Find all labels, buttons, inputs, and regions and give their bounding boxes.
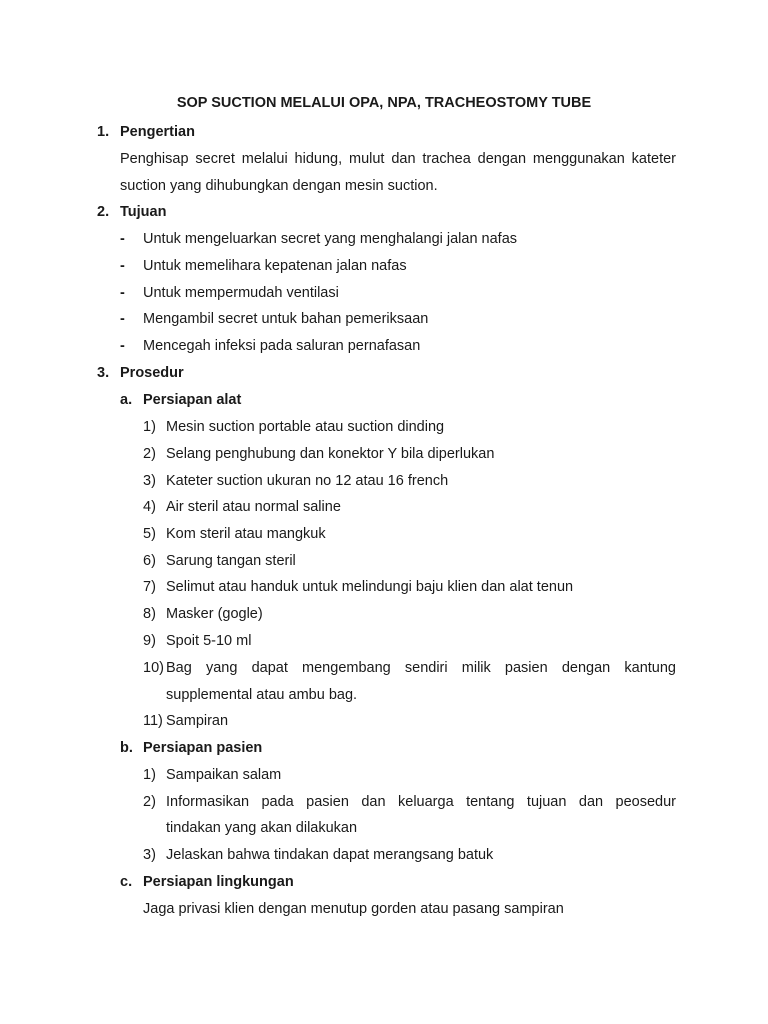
- paragraph-line: Jaga privasi klien dengan menutup gorden atau pasang sampiran: [143, 901, 564, 917]
- list-item: Mesin suction portable atau suction dinding: [166, 419, 445, 435]
- item-number: 9): [143, 633, 156, 649]
- item-number: 4): [143, 499, 156, 515]
- item-number: 10): [143, 660, 164, 676]
- list-item: Kateter suction ukuran no 12 atau 16 french: [166, 473, 449, 489]
- item-number: 3): [143, 847, 156, 863]
- paragraph-line: suction yang dihubungkan dengan mesin suction.: [120, 178, 438, 194]
- list-item: Untuk mengeluarkan secret yang menghalangi jalan nafas: [143, 231, 518, 247]
- subsection-heading-persiapan-alat: Persiapan alat: [143, 392, 242, 408]
- list-item: Selimut atau handuk untuk melindungi baju klien dan alat tenun: [166, 579, 574, 595]
- section-heading-tujuan: Tujuan: [120, 204, 167, 220]
- subsection-letter: c.: [120, 874, 133, 890]
- subsection-letter: b.: [120, 740, 133, 756]
- section-heading-prosedur: Prosedur: [120, 365, 184, 381]
- list-item: Selang penghubung dan konektor Y bila diperlukan: [166, 446, 495, 462]
- item-number: 6): [143, 553, 156, 569]
- list-item-continuation: supplemental atau ambu bag.: [166, 687, 358, 703]
- list-item: Untuk mempermudah ventilasi: [143, 285, 339, 301]
- item-number: 1): [143, 419, 156, 435]
- bullet-dash: -: [120, 338, 125, 354]
- list-item: Sarung tangan steril: [166, 553, 296, 569]
- list-item: Sampiran: [166, 713, 229, 729]
- list-item: Jelaskan bahwa tindakan dapat merangsang batuk: [166, 847, 494, 863]
- list-item: Masker (gogle): [166, 606, 263, 622]
- document-title: SOP SUCTION MELALUI OPA, NPA, TRACHEOSTOMY TUBE: [176, 95, 592, 111]
- list-item: Sampaikan salam: [166, 767, 282, 783]
- list-item: Air steril atau normal saline: [166, 499, 341, 515]
- item-number: 8): [143, 606, 156, 622]
- paragraph-line: Penghisap secret melalui hidung, mulut dan trachea dengan menggunakan kateter: [120, 151, 676, 167]
- list-item: Kom steril atau mangkuk: [166, 526, 326, 542]
- list-item: Untuk memelihara kepatenan jalan nafas: [143, 258, 407, 274]
- bullet-dash: -: [120, 285, 125, 301]
- list-item: Mengambil secret untuk bahan pemeriksaan: [143, 311, 429, 327]
- list-item: Mencegah infeksi pada saluran pernafasan: [143, 338, 421, 354]
- list-item: Bag yang dapat mengembang sendiri milik pasien dengan kantung: [166, 660, 676, 676]
- item-number: 7): [143, 579, 156, 595]
- list-item: Informasikan pada pasien dan keluarga tentang tujuan dan peosedur: [166, 794, 676, 810]
- section-heading-pengertian: Pengertian: [120, 124, 195, 140]
- bullet-dash: -: [120, 311, 125, 327]
- item-number: 2): [143, 446, 156, 462]
- item-number: 3): [143, 473, 156, 489]
- subsection-letter: a.: [120, 392, 133, 408]
- item-number: 11): [143, 713, 163, 729]
- list-item: Spoit 5-10 ml: [166, 633, 252, 649]
- item-number: 5): [143, 526, 156, 542]
- section-number: 2.: [97, 204, 110, 220]
- bullet-dash: -: [120, 231, 125, 247]
- section-number: 3.: [97, 365, 110, 381]
- item-number: 2): [143, 794, 156, 810]
- subsection-heading-persiapan-lingkungan: Persiapan lingkungan: [143, 874, 294, 890]
- list-item-continuation: tindakan yang akan dilakukan: [166, 820, 358, 836]
- bullet-dash: -: [120, 258, 125, 274]
- item-number: 1): [143, 767, 156, 783]
- section-number: 1.: [97, 124, 110, 140]
- subsection-heading-persiapan-pasien: Persiapan pasien: [143, 740, 263, 756]
